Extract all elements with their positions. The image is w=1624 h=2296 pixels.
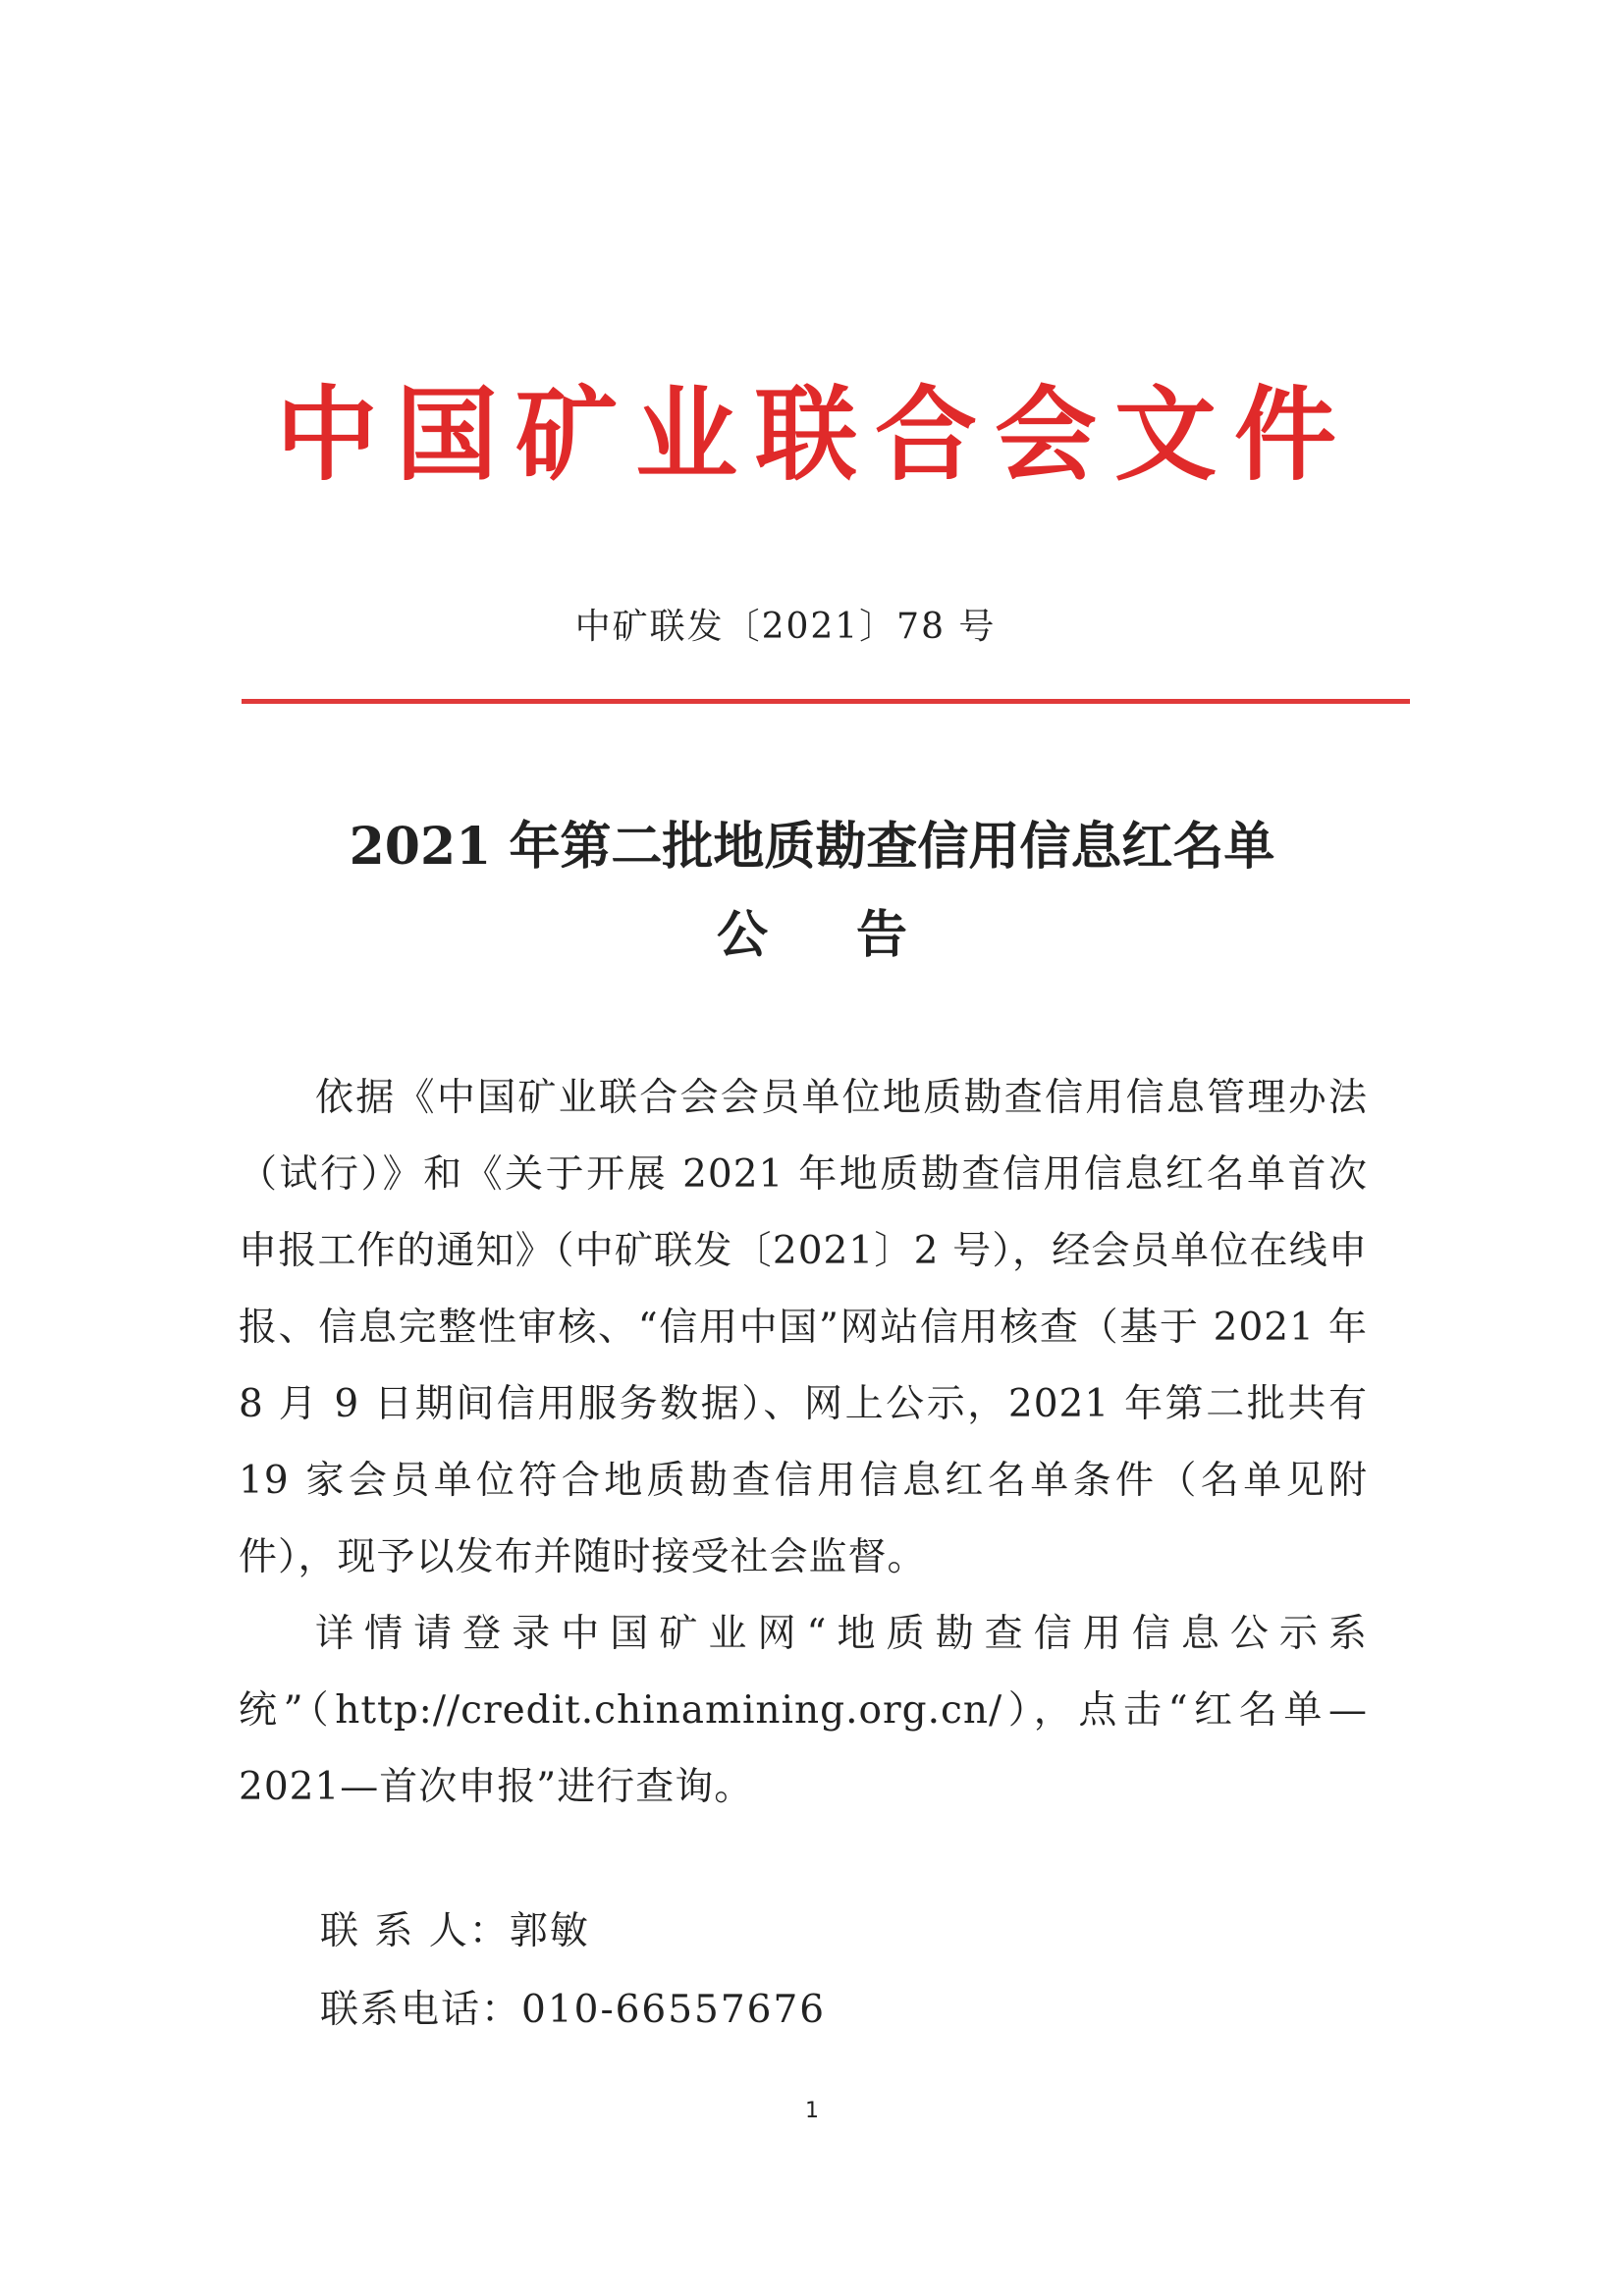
contact-person: 联 系 人：郭敏 bbox=[320, 1909, 590, 1953]
contact-block bbox=[320, 1893, 826, 2050]
contact-phone: 联系电话：010-66557676 bbox=[320, 1988, 827, 2032]
announcement-subtitle: 公告 bbox=[716, 905, 996, 965]
document-number: 中矿联发〔2021〕78 号 bbox=[574, 607, 997, 647]
masthead-title: 中国矿业联合会文件 bbox=[275, 375, 1354, 495]
body-paragraph-2: 详情请登录中国矿业网“地质勘查信用信息公示系统”（http://credit.chinamining.org.cn/），点击“红名单—2021—首次申报”进行查询。 bbox=[239, 1612, 1368, 1809]
body-text bbox=[239, 1060, 1368, 1826]
body-paragraph-1: 依据《中国矿业联合会会员单位地质勘查信用信息管理办法（试行）》和《关于开展 2021 年地质勘查信用信息红名单首次申报工作的通知》（中矿联发〔2021〕2 号），经会员单位在线申报、信息完整性审核、“信用中国”网站信用核查（基于 2021 年 8 月 9 日期间信用服务数据）、网上公示，2021 年第二批共有 19 家会员单位符合地质勘查信用信息红名单条件（名单见附件），现予以发布并随时接受社会监督。 bbox=[239, 1076, 1368, 1579]
red-divider bbox=[242, 699, 1410, 704]
page-number: 1 bbox=[805, 2099, 819, 2123]
announcement-title: 2021 年第二批地质勘查信用信息红名单 bbox=[349, 817, 1275, 877]
